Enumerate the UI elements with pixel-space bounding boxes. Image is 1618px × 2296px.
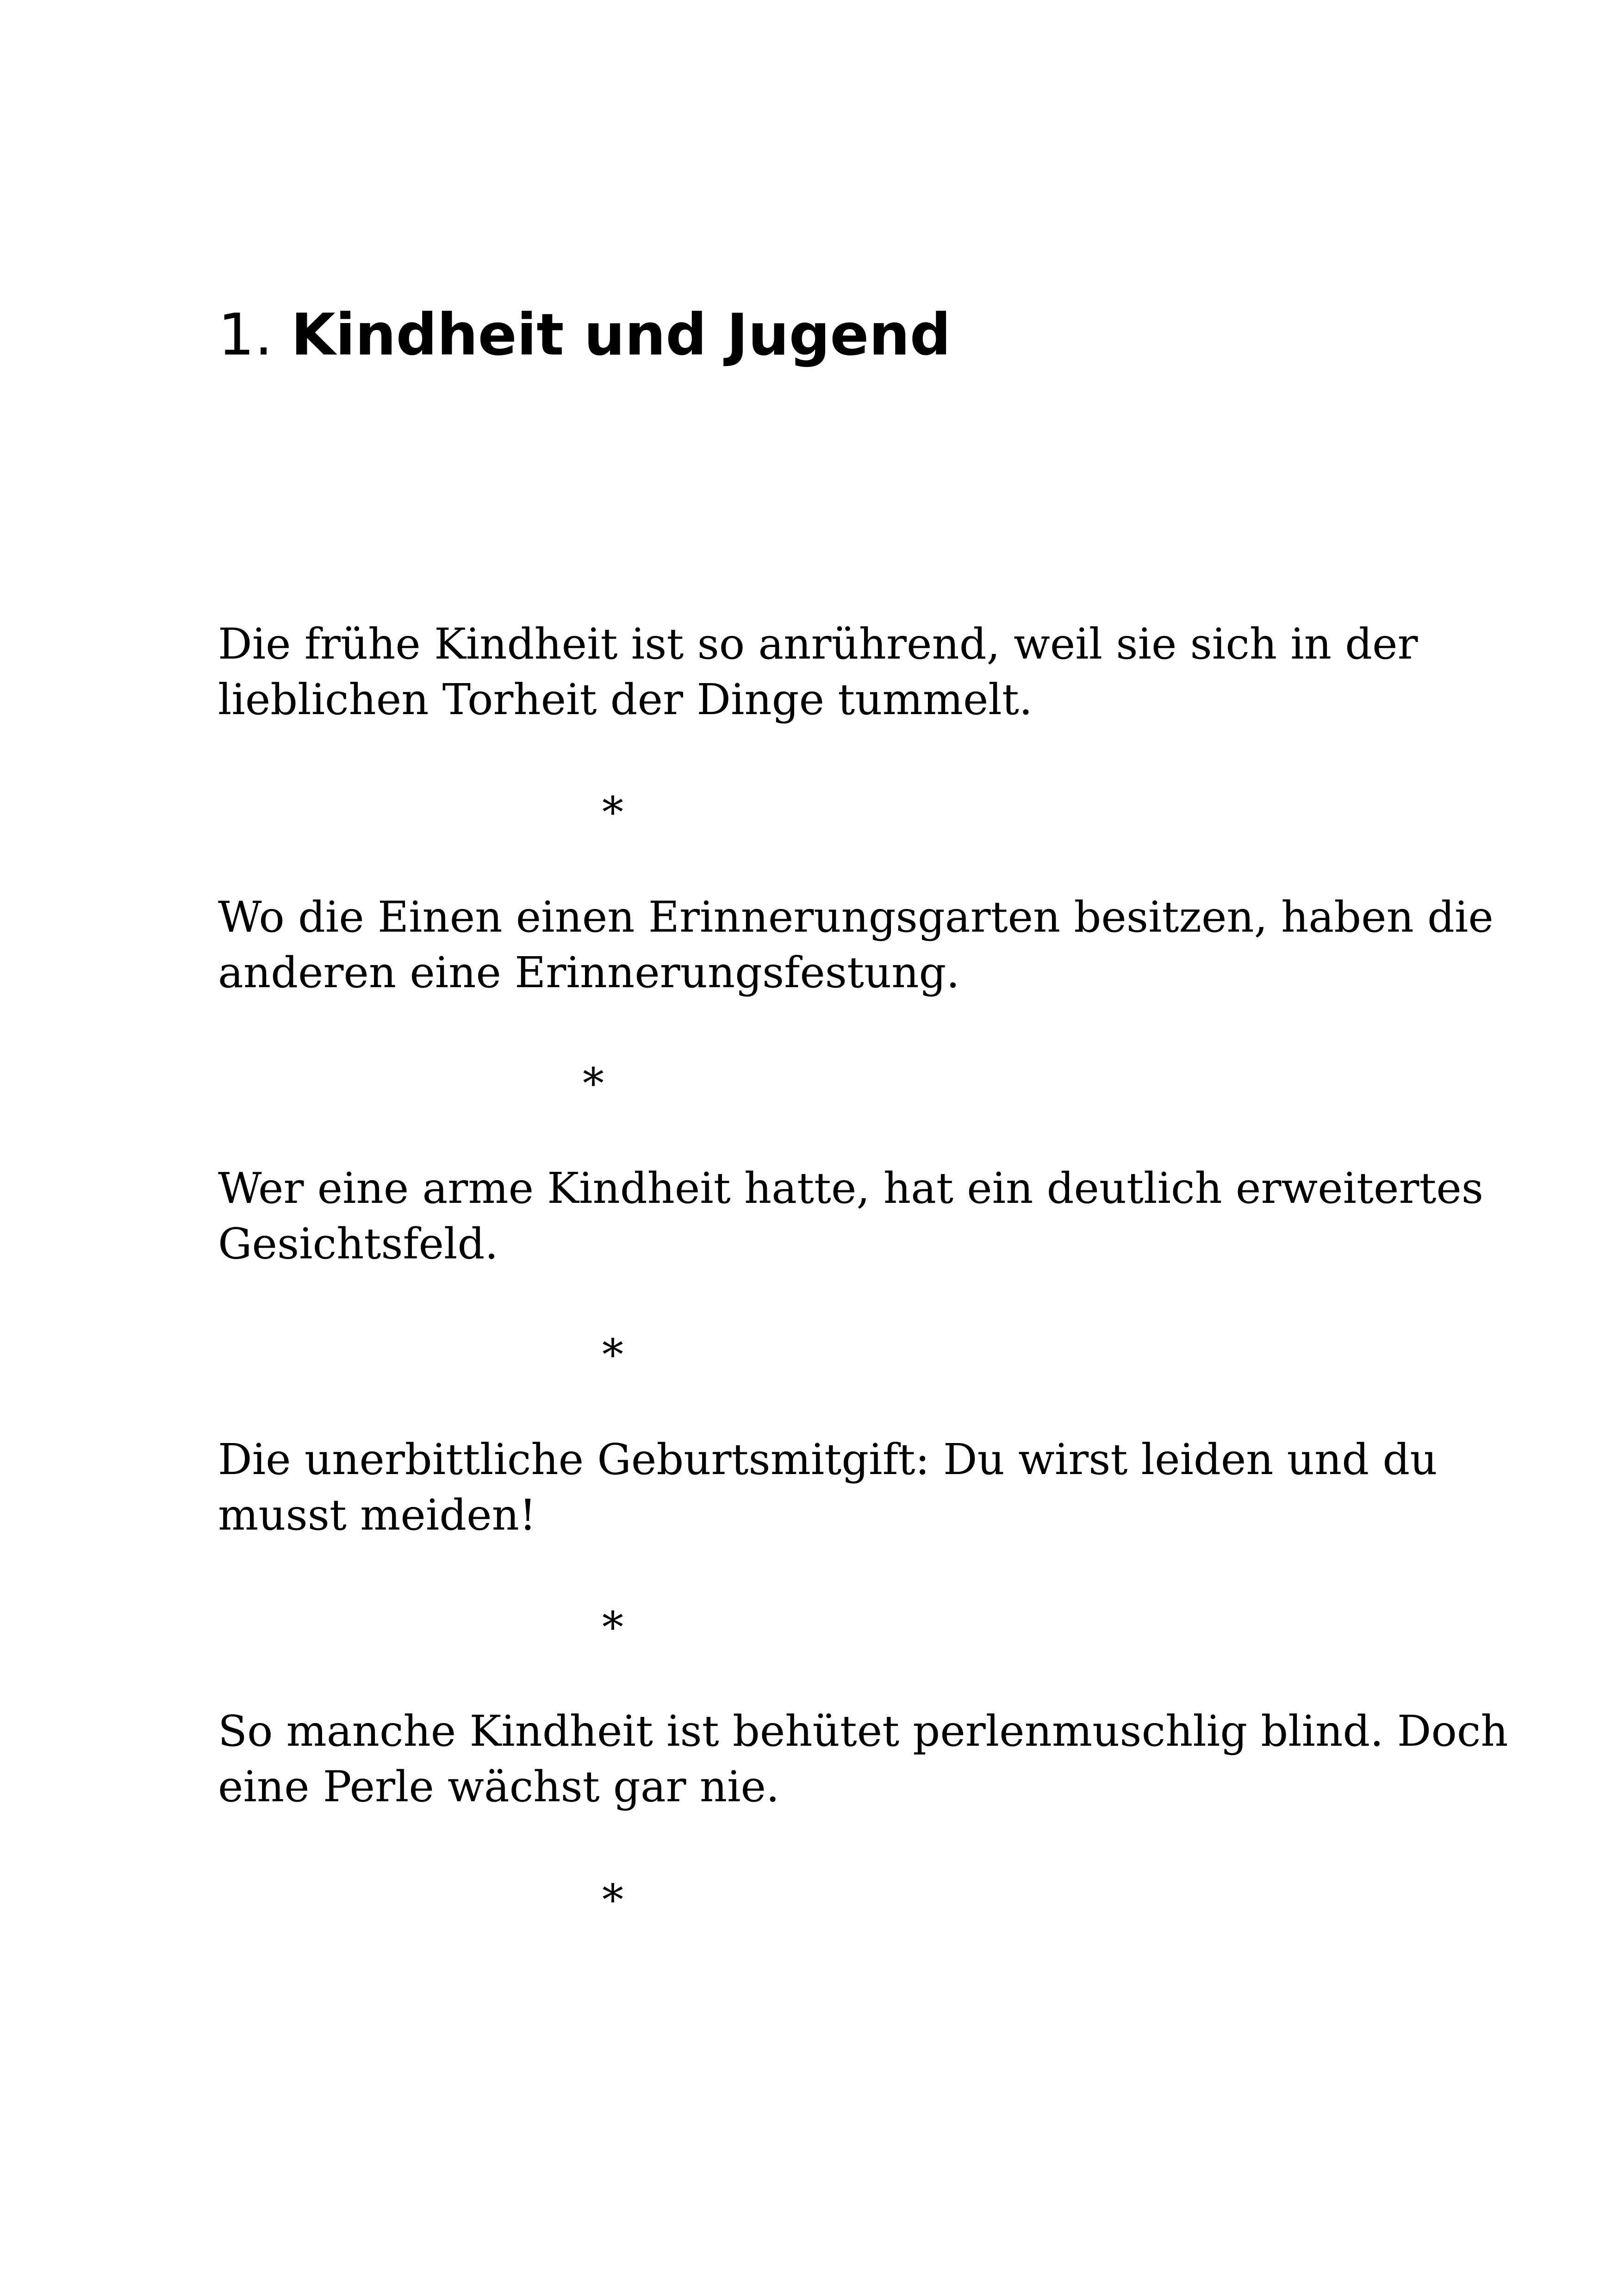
- asterisk-separator: *: [602, 1330, 623, 1380]
- chapter-heading: [218, 301, 951, 370]
- aphorism-line: Wo die Einen einen Erinnerungsgarten besitzen, haben die: [218, 892, 1494, 942]
- asterisk-separator: *: [583, 1059, 604, 1108]
- aphorism-paragraph: [218, 890, 1494, 1001]
- aphorism-line: musst meiden!: [218, 1490, 536, 1540]
- aphorism-line: Die frühe Kindheit ist so anrührend, weil sie sich in der: [218, 619, 1418, 669]
- aphorism-line: Gesichtsfeld.: [218, 1219, 498, 1269]
- aphorism-paragraph: [218, 1161, 1484, 1272]
- chapter-number: 1.: [218, 302, 273, 368]
- asterisk-separator: *: [602, 788, 623, 837]
- aphorism-line: lieblichen Torheit der Dinge tummelt.: [218, 675, 1033, 724]
- aphorism-paragraph: [218, 1704, 1508, 1815]
- aphorism-paragraph: [218, 616, 1421, 728]
- asterisk-separator: *: [602, 1875, 623, 1925]
- aphorism-line: Wer eine arme Kindheit hatte, hat ein deutlich erweitertes: [218, 1164, 1484, 1213]
- asterisk-separator: *: [602, 1603, 623, 1652]
- aphorism-line: anderen eine Erinnerungsfestung.: [218, 948, 960, 997]
- aphorism-line: Die unerbittliche Geburtsmitgift: Du wirst leiden und du: [218, 1435, 1438, 1484]
- aphorism-paragraph: [218, 1432, 1438, 1543]
- aphorism-line: So manche Kindheit ist behütet perlenmuschlig blind. Doch: [218, 1706, 1508, 1756]
- aphorism-line: eine Perle wächst gar nie.: [218, 1762, 780, 1811]
- chapter-title: Kindheit und Jugend: [291, 302, 951, 368]
